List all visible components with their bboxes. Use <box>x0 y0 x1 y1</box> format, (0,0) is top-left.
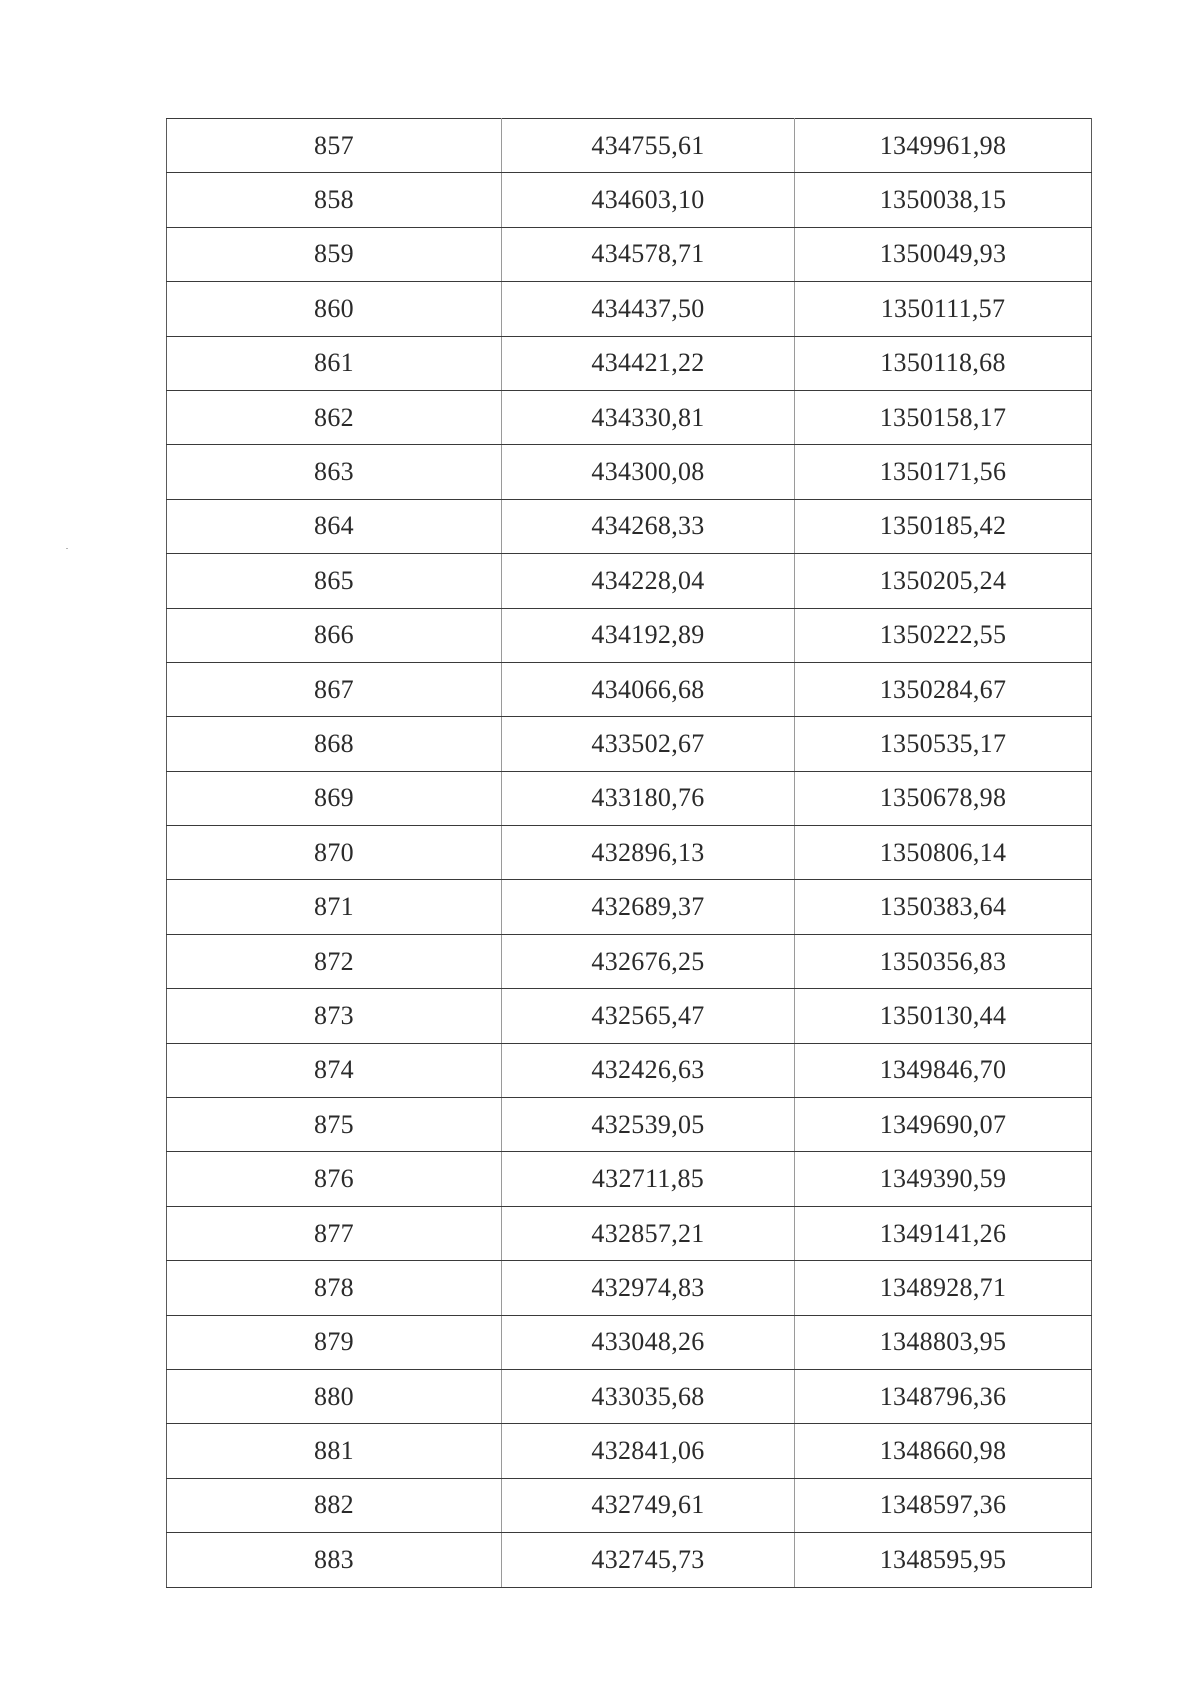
y-coordinate-cell: 1348928,71 <box>795 1261 1092 1315</box>
y-coordinate-cell: 1350205,24 <box>795 554 1092 608</box>
x-coordinate-cell: 432749,61 <box>502 1478 795 1532</box>
y-coordinate-cell: 1350284,67 <box>795 662 1092 716</box>
table-row <box>167 608 1092 662</box>
x-coordinate-cell: 432539,05 <box>502 1098 795 1152</box>
table-row <box>167 1206 1092 1260</box>
point-number-cell: 858 <box>167 173 502 227</box>
x-coordinate-cell: 433180,76 <box>502 771 795 825</box>
x-coordinate-cell: 432676,25 <box>502 934 795 988</box>
x-coordinate-cell: 433502,67 <box>502 717 795 771</box>
y-coordinate-cell: 1350049,93 <box>795 227 1092 281</box>
x-coordinate-cell: 434300,08 <box>502 445 795 499</box>
y-coordinate-cell: 1350678,98 <box>795 771 1092 825</box>
point-number-cell: 868 <box>167 717 502 771</box>
x-coordinate-cell: 434268,33 <box>502 499 795 553</box>
point-number-cell: 875 <box>167 1098 502 1152</box>
coordinates-table <box>166 118 1092 1588</box>
y-coordinate-cell: 1349690,07 <box>795 1098 1092 1152</box>
table-row <box>167 336 1092 390</box>
x-coordinate-cell: 432974,83 <box>502 1261 795 1315</box>
x-coordinate-cell: 432896,13 <box>502 826 795 880</box>
point-number-cell: 883 <box>167 1533 502 1587</box>
y-coordinate-cell: 1350158,17 <box>795 390 1092 444</box>
x-coordinate-cell: 432711,85 <box>502 1152 795 1206</box>
x-coordinate-cell: 432841,06 <box>502 1424 795 1478</box>
table-row <box>167 227 1092 281</box>
table-row <box>167 1152 1092 1206</box>
point-number-cell: 877 <box>167 1206 502 1260</box>
y-coordinate-cell: 1350806,14 <box>795 826 1092 880</box>
point-number-cell: 861 <box>167 336 502 390</box>
x-coordinate-cell: 432565,47 <box>502 989 795 1043</box>
y-coordinate-cell: 1350185,42 <box>795 499 1092 553</box>
x-coordinate-cell: 432426,63 <box>502 1043 795 1097</box>
x-coordinate-cell: 434578,71 <box>502 227 795 281</box>
table-row <box>167 119 1092 173</box>
x-coordinate-cell: 433035,68 <box>502 1369 795 1423</box>
point-number-cell: 873 <box>167 989 502 1043</box>
x-coordinate-cell: 433048,26 <box>502 1315 795 1369</box>
x-coordinate-cell: 434330,81 <box>502 390 795 444</box>
y-coordinate-cell: 1348660,98 <box>795 1424 1092 1478</box>
y-coordinate-cell: 1350118,68 <box>795 336 1092 390</box>
table-row <box>167 826 1092 880</box>
x-coordinate-cell: 432689,37 <box>502 880 795 934</box>
table-row <box>167 771 1092 825</box>
y-coordinate-cell: 1348595,95 <box>795 1533 1092 1587</box>
x-coordinate-cell: 434192,89 <box>502 608 795 662</box>
table-row <box>167 554 1092 608</box>
table-row <box>167 662 1092 716</box>
table-row <box>167 1261 1092 1315</box>
y-coordinate-cell: 1350222,55 <box>795 608 1092 662</box>
table-row <box>167 445 1092 499</box>
x-coordinate-cell: 432745,73 <box>502 1533 795 1587</box>
y-coordinate-cell: 1348803,95 <box>795 1315 1092 1369</box>
point-number-cell: 876 <box>167 1152 502 1206</box>
scan-speck <box>66 548 68 549</box>
point-number-cell: 878 <box>167 1261 502 1315</box>
table-row <box>167 1315 1092 1369</box>
y-coordinate-cell: 1348796,36 <box>795 1369 1092 1423</box>
x-coordinate-cell: 434228,04 <box>502 554 795 608</box>
x-coordinate-cell: 434755,61 <box>502 119 795 173</box>
table-row <box>167 1424 1092 1478</box>
x-coordinate-cell: 434066,68 <box>502 662 795 716</box>
y-coordinate-cell: 1350171,56 <box>795 445 1092 499</box>
table-row <box>167 173 1092 227</box>
table-row <box>167 1098 1092 1152</box>
y-coordinate-cell: 1349961,98 <box>795 119 1092 173</box>
y-coordinate-cell: 1350535,17 <box>795 717 1092 771</box>
point-number-cell: 869 <box>167 771 502 825</box>
y-coordinate-cell: 1348597,36 <box>795 1478 1092 1532</box>
table-row <box>167 499 1092 553</box>
y-coordinate-cell: 1349141,26 <box>795 1206 1092 1260</box>
y-coordinate-cell: 1350383,64 <box>795 880 1092 934</box>
x-coordinate-cell: 434421,22 <box>502 336 795 390</box>
point-number-cell: 874 <box>167 1043 502 1097</box>
point-number-cell: 865 <box>167 554 502 608</box>
point-number-cell: 867 <box>167 662 502 716</box>
point-number-cell: 879 <box>167 1315 502 1369</box>
coordinates-table-body <box>167 119 1092 1588</box>
table-row <box>167 390 1092 444</box>
point-number-cell: 870 <box>167 826 502 880</box>
point-number-cell: 881 <box>167 1424 502 1478</box>
table-row <box>167 717 1092 771</box>
y-coordinate-cell: 1350038,15 <box>795 173 1092 227</box>
y-coordinate-cell: 1350111,57 <box>795 282 1092 336</box>
table-row <box>167 989 1092 1043</box>
point-number-cell: 857 <box>167 119 502 173</box>
table-row <box>167 934 1092 988</box>
y-coordinate-cell: 1349390,59 <box>795 1152 1092 1206</box>
point-number-cell: 866 <box>167 608 502 662</box>
x-coordinate-cell: 432857,21 <box>502 1206 795 1260</box>
table-row <box>167 1369 1092 1423</box>
point-number-cell: 880 <box>167 1369 502 1423</box>
point-number-cell: 859 <box>167 227 502 281</box>
point-number-cell: 882 <box>167 1478 502 1532</box>
y-coordinate-cell: 1350356,83 <box>795 934 1092 988</box>
point-number-cell: 863 <box>167 445 502 499</box>
table-row <box>167 1533 1092 1587</box>
y-coordinate-cell: 1349846,70 <box>795 1043 1092 1097</box>
point-number-cell: 864 <box>167 499 502 553</box>
table-row <box>167 282 1092 336</box>
y-coordinate-cell: 1350130,44 <box>795 989 1092 1043</box>
point-number-cell: 871 <box>167 880 502 934</box>
point-number-cell: 860 <box>167 282 502 336</box>
point-number-cell: 872 <box>167 934 502 988</box>
table-row <box>167 880 1092 934</box>
point-number-cell: 862 <box>167 390 502 444</box>
x-coordinate-cell: 434603,10 <box>502 173 795 227</box>
x-coordinate-cell: 434437,50 <box>502 282 795 336</box>
table-row <box>167 1043 1092 1097</box>
table-row <box>167 1478 1092 1532</box>
